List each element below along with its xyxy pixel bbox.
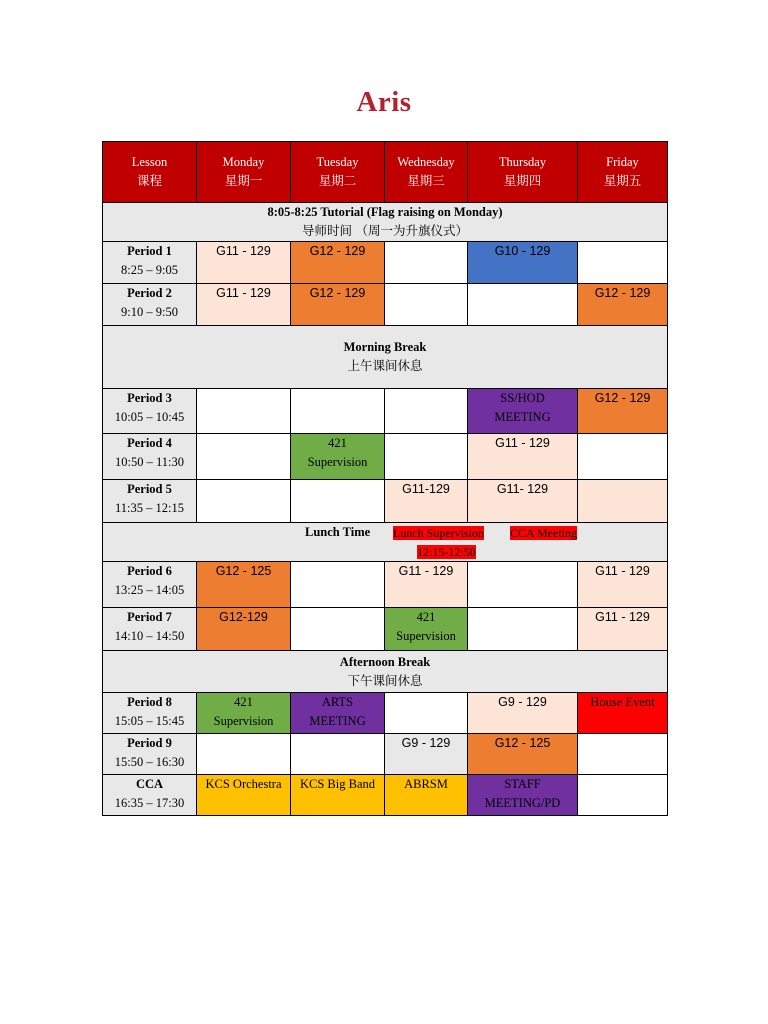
tutorial-cell (103, 203, 668, 242)
cell-line: MEETING (309, 714, 366, 728)
lunch-row (103, 523, 668, 562)
cell-line: Supervision (307, 455, 368, 469)
cell-friday: G11 - 129 (578, 562, 668, 608)
period-time: 16:35 – 17:30 (114, 796, 185, 810)
cell-wednesday: G11 - 129 (385, 562, 468, 608)
period-4-row (103, 434, 668, 480)
header-thursday (468, 142, 578, 203)
cell-tuesday: G12 - 129 (291, 284, 385, 326)
cell-tuesday (291, 734, 385, 775)
period-9-row (103, 734, 668, 775)
lunch-time-highlight: 12:15-12:50 (417, 545, 476, 559)
cell-line: 421 (234, 695, 253, 709)
period-name: Period 5 (127, 482, 172, 496)
afternoon-break-row (103, 651, 668, 693)
cell-line: MEETING (494, 410, 551, 424)
period-label (103, 480, 197, 523)
cell-monday (197, 734, 291, 775)
period-name: Period 1 (127, 244, 172, 258)
period-time: 10:05 – 10:45 (114, 410, 185, 424)
header-tuesday (291, 142, 385, 203)
period-name: Period 8 (127, 695, 172, 709)
period-name: Period 6 (127, 564, 172, 578)
afternoon-break-cell (103, 651, 668, 693)
header-label: Monday (222, 155, 265, 169)
period-name: Period 4 (127, 436, 172, 450)
cell-tuesday: KCS Big Band (291, 775, 385, 816)
header-label: Thursday (498, 155, 547, 169)
period-time: 9:10 – 9:50 (121, 305, 178, 319)
cell-monday: G12 - 125 (197, 562, 291, 608)
tutorial-row (103, 203, 668, 242)
period-time: 10:50 – 11:30 (115, 455, 184, 469)
cell-line: SS/HOD (500, 391, 545, 405)
morning-break-row (103, 326, 668, 389)
cell-wednesday: G11-129 (385, 480, 468, 523)
cell-line: ARTS (321, 695, 354, 709)
header-label-zh: 星期五 (603, 174, 642, 188)
cell-line: STAFF (504, 777, 541, 791)
header-label: Friday (606, 155, 639, 169)
cell-thursday: G11- 129 (468, 480, 578, 523)
period-label (103, 608, 197, 651)
cell-wednesday (385, 434, 468, 480)
header-wednesday (385, 142, 468, 203)
lunch-label: Lunch Time (305, 525, 371, 539)
period-label (103, 389, 197, 434)
cell-friday (578, 434, 668, 480)
period-label (103, 562, 197, 608)
period-label (103, 775, 197, 816)
period-time: 13:25 – 14:05 (114, 583, 185, 597)
cell-thursday (468, 775, 578, 816)
header-label: Wednesday (397, 155, 455, 169)
morning-break-cell (103, 326, 668, 389)
cell-thursday (468, 389, 578, 434)
cell-line: 421 (328, 436, 347, 450)
cell-line: MEETING/PD (484, 796, 561, 810)
cell-tuesday (291, 434, 385, 480)
cell-friday: G11 - 129 (578, 608, 668, 651)
header-lesson (103, 142, 197, 203)
lunch-supervision-highlight: Lunch Supervision (393, 526, 484, 540)
period-name: CCA (135, 777, 164, 791)
period-name: Period 7 (127, 610, 172, 624)
cell-monday: G12-129 (197, 608, 291, 651)
cell-thursday: G12 - 125 (468, 734, 578, 775)
afternoon-break-label: Afternoon Break (339, 654, 431, 669)
afternoon-break-label-zh: 下午课间休息 (347, 673, 423, 688)
cell-wednesday: G9 - 129 (385, 734, 468, 775)
cell-wednesday (385, 608, 468, 651)
cca-row (103, 775, 668, 816)
cell-wednesday (385, 242, 468, 284)
cell-thursday: G10 - 129 (468, 242, 578, 284)
cell-thursday (468, 608, 578, 651)
period-3-row (103, 389, 668, 434)
cell-wednesday (385, 284, 468, 326)
period-name: Period 2 (127, 286, 172, 300)
period-time: 11:35 – 12:15 (115, 501, 184, 515)
cell-monday: G11 - 129 (197, 242, 291, 284)
period-label (103, 242, 197, 284)
cell-tuesday (291, 562, 385, 608)
cell-thursday (468, 562, 578, 608)
tutorial-label: 8:05-8:25 Tutorial (Flag raising on Monday) (267, 205, 503, 219)
header-label-zh: 课程 (136, 174, 162, 188)
header-label: Tuesday (316, 155, 359, 169)
cell-friday: G12 - 129 (578, 284, 668, 326)
period-7-row (103, 608, 668, 651)
period-5-row (103, 480, 668, 523)
cell-friday: House Event (578, 693, 668, 734)
period-time: 8:25 – 9:05 (121, 263, 178, 277)
period-time: 15:50 – 16:30 (114, 755, 185, 769)
period-time: 15:05 – 15:45 (114, 714, 185, 728)
cell-tuesday: G12 - 129 (291, 242, 385, 284)
cell-thursday: G9 - 129 (468, 693, 578, 734)
period-1-row (103, 242, 668, 284)
cell-monday: KCS Orchestra (197, 775, 291, 816)
morning-break-label: Morning Break (343, 340, 427, 354)
lunch-cell (103, 523, 668, 562)
cell-thursday (468, 284, 578, 326)
cell-wednesday (385, 693, 468, 734)
period-name: Period 3 (127, 391, 172, 405)
cell-monday: G11 - 129 (197, 284, 291, 326)
cell-friday: G12 - 129 (578, 389, 668, 434)
cell-monday (197, 434, 291, 480)
timetable (102, 141, 668, 816)
header-label-zh: 星期四 (503, 174, 542, 188)
page-title: Aris (356, 86, 412, 118)
cell-tuesday (291, 480, 385, 523)
header-row (103, 142, 668, 203)
cell-friday (578, 775, 668, 816)
cell-monday (197, 480, 291, 523)
cell-line: Supervision (213, 714, 274, 728)
period-6-row (103, 562, 668, 608)
period-name: Period 9 (127, 736, 172, 750)
cell-tuesday (291, 693, 385, 734)
cell-monday (197, 389, 291, 434)
header-label: Lesson (131, 155, 168, 169)
cell-line: 421 (416, 610, 436, 624)
cell-thursday: G11 - 129 (468, 434, 578, 480)
cell-wednesday (385, 389, 468, 434)
cell-wednesday: ABRSM (385, 775, 468, 816)
period-label (103, 284, 197, 326)
header-label-zh: 星期二 (318, 174, 357, 188)
cell-line: Supervision (396, 629, 456, 643)
cell-tuesday (291, 389, 385, 434)
period-label (103, 434, 197, 480)
cell-tuesday (291, 608, 385, 651)
period-label (103, 734, 197, 775)
header-monday (197, 142, 291, 203)
period-8-row (103, 693, 668, 734)
period-time: 14:10 – 14:50 (114, 629, 185, 643)
period-label (103, 693, 197, 734)
header-friday (578, 142, 668, 203)
cell-monday (197, 693, 291, 734)
cell-friday (578, 734, 668, 775)
cell-friday (578, 242, 668, 284)
tutorial-label-zh: 导师时间 （周一为升旗仪式） (302, 224, 468, 238)
header-label-zh: 星期一 (224, 174, 263, 188)
period-2-row (103, 284, 668, 326)
cca-meeting-highlight: CCA Meeting (510, 526, 578, 540)
morning-break-label-zh: 上午课间休息 (347, 359, 423, 373)
header-label-zh: 星期三 (407, 174, 445, 188)
cell-friday (578, 480, 668, 523)
